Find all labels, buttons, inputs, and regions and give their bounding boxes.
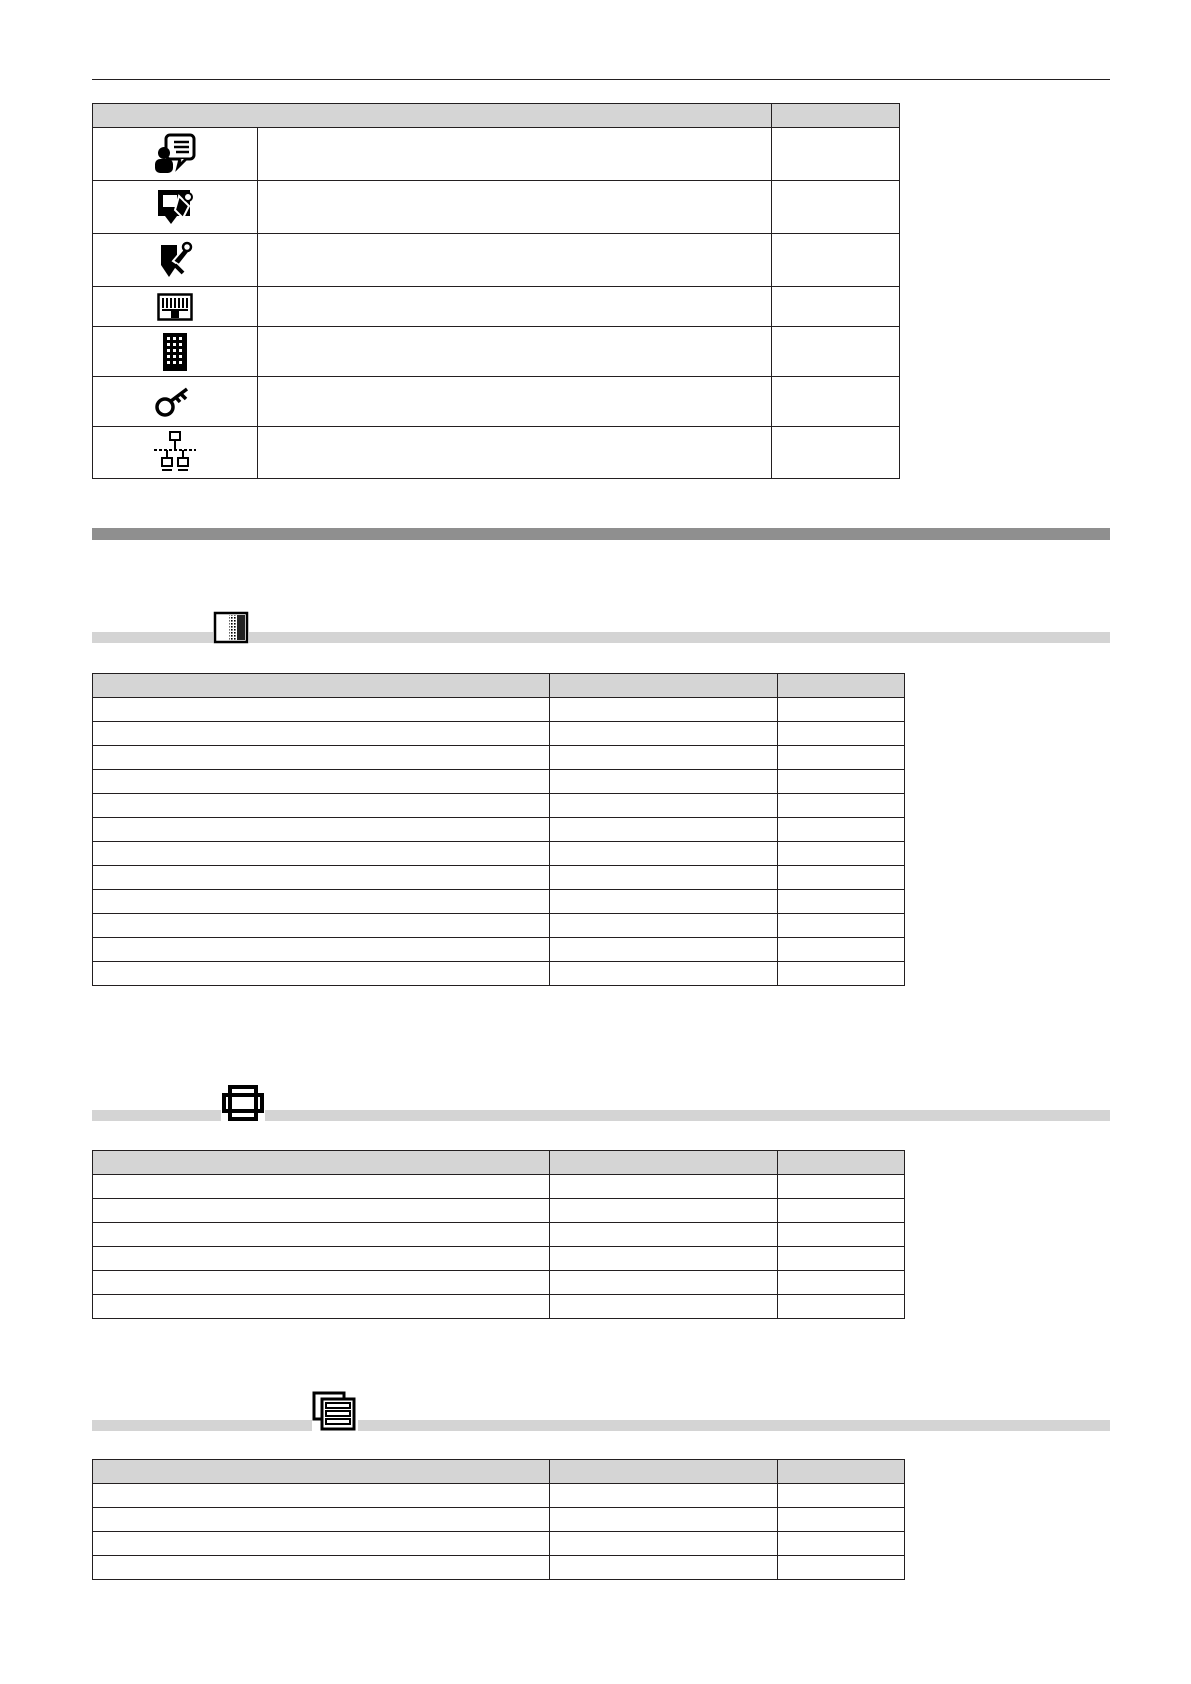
table-cell bbox=[550, 842, 778, 866]
gradient-square-icon bbox=[213, 611, 249, 644]
table-cell bbox=[93, 1223, 550, 1247]
table-cell bbox=[778, 1199, 905, 1223]
table-cell bbox=[93, 1508, 550, 1532]
screen-wrench-icon bbox=[93, 181, 258, 234]
table-header-cell bbox=[778, 674, 905, 698]
table-header-cell bbox=[93, 104, 772, 128]
table-cell bbox=[93, 1247, 550, 1271]
table-cell bbox=[93, 914, 550, 938]
table-cell bbox=[550, 746, 778, 770]
table-cell bbox=[550, 1247, 778, 1271]
table-cell bbox=[778, 914, 905, 938]
row-description bbox=[258, 427, 772, 479]
table-row bbox=[93, 1175, 905, 1199]
table-cell bbox=[550, 890, 778, 914]
table-cell bbox=[778, 962, 905, 986]
table-row bbox=[93, 722, 905, 746]
table-cell bbox=[93, 842, 550, 866]
table-cell bbox=[550, 1199, 778, 1223]
table-cell bbox=[93, 794, 550, 818]
table-cell bbox=[550, 1271, 778, 1295]
table-cell bbox=[93, 962, 550, 986]
table-row bbox=[93, 938, 905, 962]
table-header-cell bbox=[772, 104, 900, 128]
overlapping-frames-icon bbox=[221, 1084, 265, 1122]
row-description bbox=[258, 181, 772, 234]
table-cell bbox=[93, 1271, 550, 1295]
table-header-cell bbox=[778, 1460, 905, 1484]
table-cell bbox=[778, 794, 905, 818]
table-header-cell bbox=[93, 1151, 550, 1175]
table-row bbox=[93, 1556, 905, 1580]
row-description bbox=[258, 128, 772, 181]
table-cell bbox=[778, 770, 905, 794]
row-value bbox=[772, 234, 900, 287]
table-cell bbox=[778, 866, 905, 890]
table-cell bbox=[93, 818, 550, 842]
table-cell bbox=[550, 722, 778, 746]
table-cell bbox=[93, 1484, 550, 1508]
table-cell bbox=[93, 722, 550, 746]
settings-table-2 bbox=[92, 1150, 905, 1319]
table-cell bbox=[550, 962, 778, 986]
table-cell bbox=[778, 1508, 905, 1532]
chapter-divider-bar bbox=[92, 528, 1110, 540]
row-value bbox=[772, 427, 900, 479]
settings-table-3 bbox=[92, 1459, 905, 1580]
table-row bbox=[93, 698, 905, 722]
table-cell bbox=[550, 794, 778, 818]
table-header-cell bbox=[550, 1460, 778, 1484]
table-header-row bbox=[93, 1460, 905, 1484]
row-description bbox=[258, 327, 772, 377]
table-cell bbox=[93, 746, 550, 770]
table-row bbox=[93, 1295, 905, 1319]
table-cell bbox=[550, 938, 778, 962]
table-cell bbox=[93, 1175, 550, 1199]
table-cell bbox=[778, 1247, 905, 1271]
table-cell bbox=[93, 1532, 550, 1556]
table-cell bbox=[550, 1223, 778, 1247]
table-cell bbox=[778, 1484, 905, 1508]
table-cell bbox=[778, 1271, 905, 1295]
row-value bbox=[772, 287, 900, 327]
wrench-shield-icon bbox=[93, 234, 258, 287]
table-row bbox=[93, 1532, 905, 1556]
table-cell bbox=[93, 938, 550, 962]
table-row bbox=[93, 327, 900, 377]
table-row bbox=[93, 842, 905, 866]
settings-table-1 bbox=[92, 673, 905, 986]
table-cell bbox=[93, 890, 550, 914]
table-row bbox=[93, 1508, 905, 1532]
table-header-cell bbox=[778, 1151, 905, 1175]
row-description bbox=[258, 234, 772, 287]
table-cell bbox=[778, 1532, 905, 1556]
table-cell bbox=[778, 722, 905, 746]
table-cell bbox=[778, 746, 905, 770]
table-row bbox=[93, 1223, 905, 1247]
table-row bbox=[93, 377, 900, 427]
header-rule bbox=[92, 79, 1110, 80]
table-cell bbox=[550, 698, 778, 722]
table-row bbox=[93, 1199, 905, 1223]
table-cell bbox=[778, 890, 905, 914]
row-value bbox=[772, 377, 900, 427]
table-header-cell bbox=[93, 674, 550, 698]
section-bar bbox=[92, 1420, 1110, 1431]
table-row bbox=[93, 234, 900, 287]
table-header-cell bbox=[550, 1151, 778, 1175]
table-cell bbox=[93, 866, 550, 890]
table-cell bbox=[550, 1532, 778, 1556]
key-icon bbox=[93, 377, 258, 427]
table-cell bbox=[93, 1295, 550, 1319]
table-cell bbox=[778, 1556, 905, 1580]
table-row bbox=[93, 1271, 905, 1295]
table-header-row bbox=[93, 674, 905, 698]
table-cell bbox=[93, 1556, 550, 1580]
table-row bbox=[93, 818, 905, 842]
test-pattern-icon bbox=[93, 287, 258, 327]
table-cell bbox=[550, 1295, 778, 1319]
table-cell bbox=[778, 842, 905, 866]
table-cell bbox=[550, 866, 778, 890]
table-row bbox=[93, 128, 900, 181]
row-value bbox=[772, 128, 900, 181]
table-row bbox=[93, 794, 905, 818]
table-cell bbox=[550, 818, 778, 842]
table-cell bbox=[550, 1508, 778, 1532]
table-row bbox=[93, 1247, 905, 1271]
menu-icon-table bbox=[92, 103, 900, 479]
table-row bbox=[93, 770, 905, 794]
table-cell bbox=[93, 698, 550, 722]
table-row bbox=[93, 866, 905, 890]
table-row bbox=[93, 890, 905, 914]
table-row bbox=[93, 962, 905, 986]
speech-bubble-person-icon bbox=[93, 128, 258, 181]
table-cell bbox=[778, 1223, 905, 1247]
row-description bbox=[258, 377, 772, 427]
table-header-cell bbox=[550, 674, 778, 698]
table-cell bbox=[778, 1175, 905, 1199]
table-row bbox=[93, 287, 900, 327]
table-cell bbox=[93, 770, 550, 794]
table-cell bbox=[778, 938, 905, 962]
table-header-row bbox=[93, 104, 900, 128]
table-cell bbox=[778, 818, 905, 842]
table-cell bbox=[550, 770, 778, 794]
table-row bbox=[93, 181, 900, 234]
table-cell bbox=[550, 1175, 778, 1199]
row-description bbox=[258, 287, 772, 327]
stacked-list-icon bbox=[312, 1391, 358, 1431]
table-row bbox=[93, 746, 905, 770]
table-row bbox=[93, 1484, 905, 1508]
row-value bbox=[772, 327, 900, 377]
table-cell bbox=[778, 1295, 905, 1319]
table-cell bbox=[550, 1556, 778, 1580]
table-cell bbox=[550, 914, 778, 938]
table-cell bbox=[778, 698, 905, 722]
table-header-row bbox=[93, 1151, 905, 1175]
table-cell bbox=[93, 1199, 550, 1223]
network-icon bbox=[93, 427, 258, 479]
table-row bbox=[93, 914, 905, 938]
table-cell bbox=[550, 1484, 778, 1508]
row-value bbox=[772, 181, 900, 234]
table-header-cell bbox=[93, 1460, 550, 1484]
table-row bbox=[93, 427, 900, 479]
building-icon bbox=[93, 327, 258, 377]
